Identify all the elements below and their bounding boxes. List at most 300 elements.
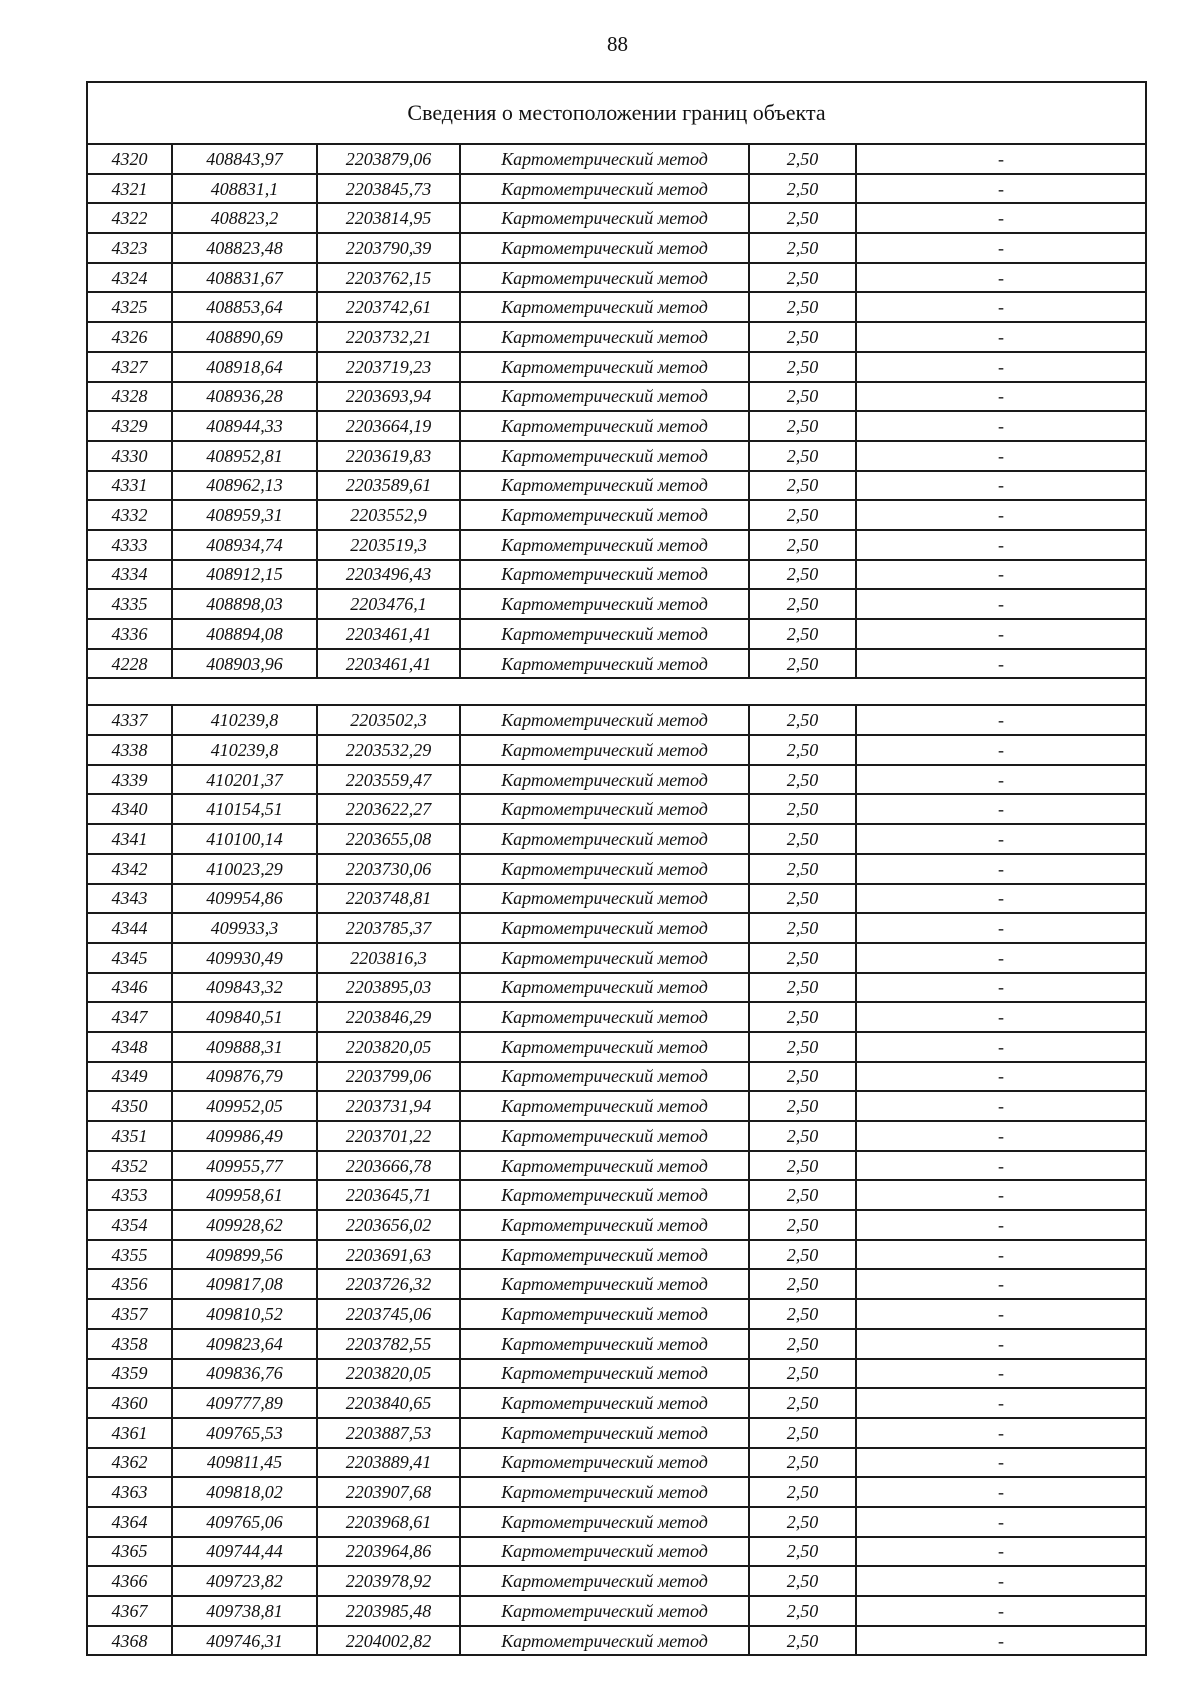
boundary-sheet <box>86 81 1147 1656</box>
note-cell: - <box>856 1329 1145 1359</box>
note-cell: - <box>856 1359 1145 1389</box>
accuracy-cell: 2,50 <box>749 973 856 1003</box>
x-coordinate-cell: 409811,45 <box>172 1448 317 1478</box>
x-coordinate-cell: 408831,67 <box>172 263 317 293</box>
method-cell: Картометрический метод <box>460 1269 749 1299</box>
point-number-cell: 4340 <box>88 794 172 824</box>
note-cell: - <box>856 765 1145 795</box>
point-number-cell: 4368 <box>88 1626 172 1655</box>
point-number-cell: 4322 <box>88 203 172 233</box>
x-coordinate-cell: 409765,06 <box>172 1507 317 1537</box>
table-row <box>88 145 1145 174</box>
note-cell: - <box>856 1537 1145 1567</box>
note-cell: - <box>856 1210 1145 1240</box>
x-coordinate-cell: 409840,51 <box>172 1002 317 1032</box>
note-cell: - <box>856 1032 1145 1062</box>
y-coordinate-cell: 2203693,94 <box>317 382 460 412</box>
table-row <box>88 1477 1145 1507</box>
point-number-cell: 4364 <box>88 1507 172 1537</box>
point-number-cell: 4334 <box>88 560 172 590</box>
note-cell: - <box>856 1240 1145 1270</box>
accuracy-cell: 2,50 <box>749 1032 856 1062</box>
table-row <box>88 735 1145 765</box>
method-cell: Картометрический метод <box>460 1032 749 1062</box>
x-coordinate-cell: 408823,48 <box>172 233 317 263</box>
table-row <box>88 1359 1145 1389</box>
x-coordinate-cell: 408894,08 <box>172 619 317 649</box>
table-row <box>88 1388 1145 1418</box>
note-cell: - <box>856 884 1145 914</box>
y-coordinate-cell: 2203701,22 <box>317 1121 460 1151</box>
note-cell: - <box>856 1448 1145 1478</box>
table-row <box>88 1151 1145 1181</box>
point-number-cell: 4326 <box>88 322 172 352</box>
page-number: 88 <box>607 32 628 56</box>
y-coordinate-cell: 2203726,32 <box>317 1269 460 1299</box>
x-coordinate-cell: 409738,81 <box>172 1596 317 1626</box>
accuracy-cell: 2,50 <box>749 233 856 263</box>
y-coordinate-cell: 2203502,3 <box>317 705 460 735</box>
method-cell: Картометрический метод <box>460 1566 749 1596</box>
x-coordinate-cell: 408912,15 <box>172 560 317 590</box>
note-cell: - <box>856 913 1145 943</box>
y-coordinate-cell: 2203666,78 <box>317 1151 460 1181</box>
note-cell: - <box>856 411 1145 441</box>
x-coordinate-cell: 409954,86 <box>172 884 317 914</box>
point-number-cell: 4351 <box>88 1121 172 1151</box>
accuracy-cell: 2,50 <box>749 174 856 204</box>
method-cell: Картометрический метод <box>460 322 749 352</box>
note-cell: - <box>856 1121 1145 1151</box>
accuracy-cell: 2,50 <box>749 1091 856 1121</box>
x-coordinate-cell: 408936,28 <box>172 382 317 412</box>
note-cell: - <box>856 1151 1145 1181</box>
method-cell: Картометрический метод <box>460 441 749 471</box>
table-row <box>88 530 1145 560</box>
accuracy-cell: 2,50 <box>749 441 856 471</box>
x-coordinate-cell: 409928,62 <box>172 1210 317 1240</box>
accuracy-cell: 2,50 <box>749 1537 856 1567</box>
accuracy-cell: 2,50 <box>749 1329 856 1359</box>
table-row <box>88 263 1145 293</box>
method-cell: Картометрический метод <box>460 705 749 735</box>
method-cell: Картометрический метод <box>460 913 749 943</box>
point-number-cell: 4353 <box>88 1180 172 1210</box>
point-number-cell: 4347 <box>88 1002 172 1032</box>
note-cell: - <box>856 1566 1145 1596</box>
accuracy-cell: 2,50 <box>749 292 856 322</box>
x-coordinate-cell: 408898,03 <box>172 589 317 619</box>
accuracy-cell: 2,50 <box>749 1299 856 1329</box>
y-coordinate-cell: 2204002,82 <box>317 1626 460 1655</box>
note-cell: - <box>856 794 1145 824</box>
note-cell: - <box>856 292 1145 322</box>
x-coordinate-cell: 408944,33 <box>172 411 317 441</box>
x-coordinate-cell: 410154,51 <box>172 794 317 824</box>
y-coordinate-cell: 2203622,27 <box>317 794 460 824</box>
point-number-cell: 4346 <box>88 973 172 1003</box>
table-row <box>88 1002 1145 1032</box>
note-cell: - <box>856 589 1145 619</box>
note-cell: - <box>856 1388 1145 1418</box>
x-coordinate-cell: 408831,1 <box>172 174 317 204</box>
accuracy-cell: 2,50 <box>749 382 856 412</box>
table-row <box>88 411 1145 441</box>
y-coordinate-cell: 2203731,94 <box>317 1091 460 1121</box>
accuracy-cell: 2,50 <box>749 589 856 619</box>
note-cell: - <box>856 973 1145 1003</box>
method-cell: Картометрический метод <box>460 619 749 649</box>
note-cell: - <box>856 943 1145 973</box>
accuracy-cell: 2,50 <box>749 794 856 824</box>
y-coordinate-cell: 2203461,41 <box>317 619 460 649</box>
x-coordinate-cell: 408934,74 <box>172 530 317 560</box>
note-cell: - <box>856 649 1145 679</box>
table-row <box>88 1240 1145 1270</box>
y-coordinate-cell: 2203589,61 <box>317 471 460 501</box>
table-row <box>88 1507 1145 1537</box>
x-coordinate-cell: 409744,44 <box>172 1537 317 1567</box>
y-coordinate-cell: 2203476,1 <box>317 589 460 619</box>
accuracy-cell: 2,50 <box>749 560 856 590</box>
table-row <box>88 589 1145 619</box>
method-cell: Картометрический метод <box>460 854 749 884</box>
x-coordinate-cell: 408823,2 <box>172 203 317 233</box>
method-cell: Картометрический метод <box>460 382 749 412</box>
x-coordinate-cell: 409986,49 <box>172 1121 317 1151</box>
table-row <box>88 352 1145 382</box>
table-row <box>88 1448 1145 1478</box>
method-cell: Картометрический метод <box>460 352 749 382</box>
note-cell: - <box>856 263 1145 293</box>
y-coordinate-cell: 2203619,83 <box>317 441 460 471</box>
method-cell: Картометрический метод <box>460 263 749 293</box>
note-cell: - <box>856 619 1145 649</box>
table-row <box>88 1418 1145 1448</box>
accuracy-cell: 2,50 <box>749 705 856 735</box>
table-row <box>88 943 1145 973</box>
accuracy-cell: 2,50 <box>749 1388 856 1418</box>
accuracy-cell: 2,50 <box>749 1418 856 1448</box>
accuracy-cell: 2,50 <box>749 884 856 914</box>
table-row <box>88 1091 1145 1121</box>
accuracy-cell: 2,50 <box>749 203 856 233</box>
table-row <box>88 233 1145 263</box>
y-coordinate-cell: 2203978,92 <box>317 1566 460 1596</box>
point-number-cell: 4339 <box>88 765 172 795</box>
y-coordinate-cell: 2203732,21 <box>317 322 460 352</box>
note-cell: - <box>856 1596 1145 1626</box>
point-number-cell: 4349 <box>88 1062 172 1092</box>
accuracy-cell: 2,50 <box>749 1240 856 1270</box>
note-cell: - <box>856 1299 1145 1329</box>
sheet-title: Сведения о местоположении границ объекта <box>88 83 1145 145</box>
method-cell: Картометрический метод <box>460 589 749 619</box>
y-coordinate-cell: 2203889,41 <box>317 1448 460 1478</box>
method-cell: Картометрический метод <box>460 1477 749 1507</box>
method-cell: Картометрический метод <box>460 500 749 530</box>
x-coordinate-cell: 408962,13 <box>172 471 317 501</box>
x-coordinate-cell: 409888,31 <box>172 1032 317 1062</box>
note-cell: - <box>856 145 1145 174</box>
accuracy-cell: 2,50 <box>749 943 856 973</box>
method-cell: Картометрический метод <box>460 1210 749 1240</box>
accuracy-cell: 2,50 <box>749 765 856 795</box>
y-coordinate-cell: 2203887,53 <box>317 1418 460 1448</box>
accuracy-cell: 2,50 <box>749 824 856 854</box>
section-separator-cell <box>88 678 1145 705</box>
table-row <box>88 824 1145 854</box>
table-row <box>88 1180 1145 1210</box>
accuracy-cell: 2,50 <box>749 263 856 293</box>
method-cell: Картометрический метод <box>460 973 749 1003</box>
accuracy-cell: 2,50 <box>749 145 856 174</box>
y-coordinate-cell: 2203820,05 <box>317 1032 460 1062</box>
method-cell: Картометрический метод <box>460 1507 749 1537</box>
x-coordinate-cell: 409823,64 <box>172 1329 317 1359</box>
note-cell: - <box>856 1180 1145 1210</box>
method-cell: Картометрический метод <box>460 1151 749 1181</box>
note-cell: - <box>856 441 1145 471</box>
x-coordinate-cell: 410201,37 <box>172 765 317 795</box>
x-coordinate-cell: 408952,81 <box>172 441 317 471</box>
table-row <box>88 500 1145 530</box>
point-number-cell: 4357 <box>88 1299 172 1329</box>
accuracy-cell: 2,50 <box>749 1359 856 1389</box>
point-number-cell: 4365 <box>88 1537 172 1567</box>
y-coordinate-cell: 2203895,03 <box>317 973 460 1003</box>
method-cell: Картометрический метод <box>460 735 749 765</box>
y-coordinate-cell: 2203742,61 <box>317 292 460 322</box>
table-row <box>88 1299 1145 1329</box>
point-number-cell: 4343 <box>88 884 172 914</box>
accuracy-cell: 2,50 <box>749 500 856 530</box>
point-number-cell: 4323 <box>88 233 172 263</box>
note-cell: - <box>856 174 1145 204</box>
point-number-cell: 4352 <box>88 1151 172 1181</box>
note-cell: - <box>998 1630 1004 1651</box>
point-number-cell: 4321 <box>88 174 172 204</box>
table-row <box>88 292 1145 322</box>
point-number-cell: 4350 <box>88 1091 172 1121</box>
method-cell: Картометрический метод <box>460 233 749 263</box>
accuracy-cell: 2,50 <box>749 322 856 352</box>
y-coordinate-cell: 2203846,29 <box>317 1002 460 1032</box>
accuracy-cell: 2,50 <box>749 411 856 441</box>
accuracy-cell: 2,50 <box>749 1210 856 1240</box>
y-coordinate-cell: 2203968,61 <box>317 1507 460 1537</box>
x-coordinate-cell: 409952,05 <box>172 1091 317 1121</box>
x-coordinate-cell: 409930,49 <box>172 943 317 973</box>
x-coordinate-cell: 409958,61 <box>172 1180 317 1210</box>
point-number-cell: 4361 <box>88 1418 172 1448</box>
point-number-cell: 4356 <box>88 1269 172 1299</box>
point-number-cell: 4342 <box>88 854 172 884</box>
method-cell: Картометрический метод <box>460 1329 749 1359</box>
accuracy-cell: 2,50 <box>749 1566 856 1596</box>
note-cell: - <box>856 1477 1145 1507</box>
x-coordinate-cell: 409817,08 <box>172 1269 317 1299</box>
point-number-cell: 4338 <box>88 735 172 765</box>
note-cell: - <box>856 233 1145 263</box>
table-row <box>88 382 1145 412</box>
point-number-cell: 4332 <box>88 500 172 530</box>
point-number-cell: 4325 <box>88 292 172 322</box>
point-number-cell: 4345 <box>88 943 172 973</box>
y-coordinate-cell: 2203816,3 <box>317 943 460 973</box>
point-number-cell: 4355 <box>88 1240 172 1270</box>
coordinates-table <box>88 145 1145 1654</box>
y-coordinate-cell: 2203762,15 <box>317 263 460 293</box>
note-cell: - <box>856 1269 1145 1299</box>
y-coordinate-cell: 2203790,39 <box>317 233 460 263</box>
note-cell: - <box>856 1507 1145 1537</box>
y-coordinate-cell: 2203820,05 <box>317 1359 460 1389</box>
table-row <box>88 1062 1145 1092</box>
x-coordinate-cell: 410239,8 <box>172 735 317 765</box>
accuracy-cell: 2,50 <box>749 1507 856 1537</box>
table-row <box>88 1121 1145 1151</box>
y-coordinate-cell: 2203552,9 <box>317 500 460 530</box>
point-number-cell: 4367 <box>88 1596 172 1626</box>
method-cell: Картометрический метод <box>460 1240 749 1270</box>
x-coordinate-cell: 410023,29 <box>172 854 317 884</box>
accuracy-cell: 2,50 <box>749 471 856 501</box>
method-cell: Картометрический метод <box>460 471 749 501</box>
x-coordinate-cell: 409765,53 <box>172 1418 317 1448</box>
method-cell: Картометрический метод <box>460 411 749 441</box>
table-row <box>88 560 1145 590</box>
x-coordinate-cell: 408843,97 <box>172 145 317 174</box>
table-row <box>88 619 1145 649</box>
method-cell: Картометрический метод <box>460 1121 749 1151</box>
y-coordinate-cell: 2203645,71 <box>317 1180 460 1210</box>
method-cell: Картометрический метод <box>460 649 749 679</box>
method-cell: Картометрический метод <box>460 1448 749 1478</box>
point-number-cell: 4329 <box>88 411 172 441</box>
x-coordinate-cell: 408903,96 <box>172 649 317 679</box>
point-number-cell: 4344 <box>88 913 172 943</box>
note-cell: - <box>856 1091 1145 1121</box>
point-number-cell: 4327 <box>88 352 172 382</box>
note-cell: - <box>856 735 1145 765</box>
note-cell: - <box>856 530 1145 560</box>
table-row <box>88 884 1145 914</box>
note-cell: - <box>856 382 1145 412</box>
note-cell: - <box>856 1062 1145 1092</box>
method-cell: Картометрический метод <box>460 560 749 590</box>
note-cell: - <box>856 824 1145 854</box>
table-row <box>88 1596 1145 1626</box>
y-coordinate-cell: 2203845,73 <box>317 174 460 204</box>
x-coordinate-cell: 409810,52 <box>172 1299 317 1329</box>
point-number-cell: 4360 <box>88 1388 172 1418</box>
accuracy-cell: 2,50 <box>749 1269 856 1299</box>
accuracy-cell: 2,50 <box>749 352 856 382</box>
x-coordinate-cell: 409876,79 <box>172 1062 317 1092</box>
point-number-cell: 4320 <box>88 145 172 174</box>
x-coordinate-cell: 408918,64 <box>172 352 317 382</box>
accuracy-cell: 2,50 <box>749 1121 856 1151</box>
method-cell: Картометрический метод <box>460 145 749 174</box>
y-coordinate-cell: 2203748,81 <box>317 884 460 914</box>
table-row <box>88 765 1145 795</box>
table-row <box>88 913 1145 943</box>
y-coordinate-cell: 2203719,23 <box>317 352 460 382</box>
accuracy-cell: 2,50 <box>749 530 856 560</box>
x-coordinate-cell: 409933,3 <box>172 913 317 943</box>
x-coordinate-cell: 408959,31 <box>172 500 317 530</box>
coordinates-table-body <box>88 145 1145 1654</box>
y-coordinate-cell: 2203879,06 <box>317 145 460 174</box>
y-coordinate-cell: 2203730,06 <box>317 854 460 884</box>
y-coordinate-cell: 2203532,29 <box>317 735 460 765</box>
y-coordinate-cell: 2203985,48 <box>317 1596 460 1626</box>
method-cell: Картометрический метод <box>460 824 749 854</box>
accuracy-cell: 2,50 <box>749 1477 856 1507</box>
table-row <box>88 471 1145 501</box>
table-row <box>88 1329 1145 1359</box>
method-cell: Картометрический метод <box>460 1359 749 1389</box>
accuracy-cell: 2,50 <box>749 1002 856 1032</box>
table-row <box>88 794 1145 824</box>
y-coordinate-cell: 2203496,43 <box>317 560 460 590</box>
point-number-cell: 4354 <box>88 1210 172 1240</box>
y-coordinate-cell: 2203782,55 <box>317 1329 460 1359</box>
table-row <box>88 1566 1145 1596</box>
method-cell: Картометрический метод <box>460 174 749 204</box>
method-cell: Картометрический метод <box>460 884 749 914</box>
accuracy-cell: 2,50 <box>749 619 856 649</box>
y-coordinate-cell: 2203664,19 <box>317 411 460 441</box>
accuracy-cell: 2,50 <box>749 1596 856 1626</box>
y-coordinate-cell: 2203785,37 <box>317 913 460 943</box>
table-row <box>88 705 1145 735</box>
point-number-cell: 4330 <box>88 441 172 471</box>
method-cell: Картометрический метод <box>460 1537 749 1567</box>
table-row <box>88 1626 1145 1655</box>
y-coordinate-cell: 2203461,41 <box>317 649 460 679</box>
table-row <box>88 649 1145 679</box>
method-cell: Картометрический метод <box>460 1091 749 1121</box>
y-coordinate-cell: 2203964,86 <box>317 1537 460 1567</box>
method-cell: Картометрический метод <box>460 765 749 795</box>
method-cell: Картометрический метод <box>460 1180 749 1210</box>
point-number-cell: 4337 <box>88 705 172 735</box>
table-row <box>88 203 1145 233</box>
x-coordinate-cell: 408890,69 <box>172 322 317 352</box>
point-number-cell: 4336 <box>88 619 172 649</box>
note-cell: - <box>856 352 1145 382</box>
x-coordinate-cell: 409723,82 <box>172 1566 317 1596</box>
y-coordinate-cell: 2203799,06 <box>317 1062 460 1092</box>
method-cell: Картометрический метод <box>460 1596 749 1626</box>
y-coordinate-cell: 2203745,06 <box>317 1299 460 1329</box>
point-number-cell: 4335 <box>88 589 172 619</box>
table-row <box>88 441 1145 471</box>
point-number-cell: 4333 <box>88 530 172 560</box>
table-row <box>88 322 1145 352</box>
point-number-cell: 4228 <box>88 649 172 679</box>
y-coordinate-cell: 2203691,63 <box>317 1240 460 1270</box>
note-cell: - <box>856 705 1145 735</box>
point-number-cell: 4366 <box>88 1566 172 1596</box>
accuracy-cell: 2,50 <box>749 854 856 884</box>
accuracy-cell: 2,50 <box>749 1448 856 1478</box>
x-coordinate-cell: 410100,14 <box>172 824 317 854</box>
point-number-cell: 4324 <box>88 263 172 293</box>
y-coordinate-cell: 2203840,65 <box>317 1388 460 1418</box>
